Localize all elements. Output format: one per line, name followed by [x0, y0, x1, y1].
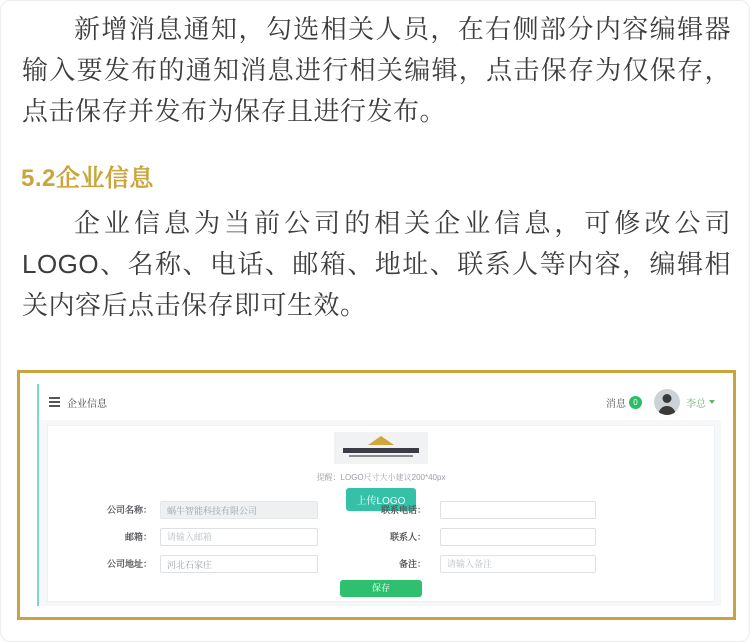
company-address-label: 公司地址： [106, 559, 152, 569]
logo-size-hint: 提醒：LOGO尺寸大小建议200*40px [316, 473, 446, 482]
logo-subtitle-bar [349, 455, 413, 457]
user-name: 李总 [686, 398, 706, 410]
messages-count-badge: 0 [629, 396, 642, 409]
avatar-silhouette-body [659, 406, 676, 415]
company-logo [334, 432, 428, 464]
form-row-3 [48, 555, 714, 573]
avatar-silhouette-head [663, 394, 672, 403]
contact-person-input[interactable] [440, 528, 596, 546]
user-menu[interactable] [686, 395, 715, 410]
paragraph-enterprise-info: 企业信息为当前公司的相关企业信息，可修改公司LOGO、名称、电话、邮箱、地址、联系人等内容，编辑相关内容后点击保存即可生效。 [22, 208, 731, 320]
logo-roof-icon [368, 436, 394, 445]
remark-label: 备注： [398, 559, 426, 569]
remark-input[interactable] [440, 555, 596, 573]
section-heading: 5.2企业信息 [21, 165, 154, 192]
app-screenshot [34, 384, 721, 606]
app-body [39, 420, 721, 606]
logo-title-bar [343, 448, 419, 453]
paragraph-notifications: 新增消息通知，勾选相关人员，在右侧部分内容编辑器输入要发布的通知消息进行相关编辑，点击保存为仅保存，点击保存并发布为保存且进行发布。 [22, 14, 731, 126]
screenshot-frame [17, 370, 736, 620]
avatar[interactable] [654, 389, 680, 415]
form-row-1 [48, 501, 714, 519]
contact-person-label: 联系人： [389, 532, 426, 542]
company-address-input[interactable] [160, 555, 318, 573]
contact-phone-label: 联系电话： [380, 505, 426, 515]
email-label: 邮箱： [124, 532, 152, 542]
company-name-label: 公司名称： [106, 505, 152, 515]
save-button[interactable]: 保存 [340, 580, 422, 597]
hamburger-icon[interactable] [49, 397, 60, 407]
upload-logo-button[interactable]: 上传LOGO [346, 488, 417, 511]
form-row-2 [48, 528, 714, 546]
email-input[interactable] [160, 528, 318, 546]
logo-section [48, 432, 714, 511]
messages-link[interactable]: 消息 [606, 398, 626, 410]
app-header [39, 384, 721, 420]
page-title: 企业信息 [67, 398, 107, 410]
contact-phone-input[interactable] [440, 501, 596, 519]
company-name-input[interactable] [160, 501, 318, 519]
enterprise-info-card [47, 425, 715, 602]
chevron-down-icon [709, 400, 715, 404]
